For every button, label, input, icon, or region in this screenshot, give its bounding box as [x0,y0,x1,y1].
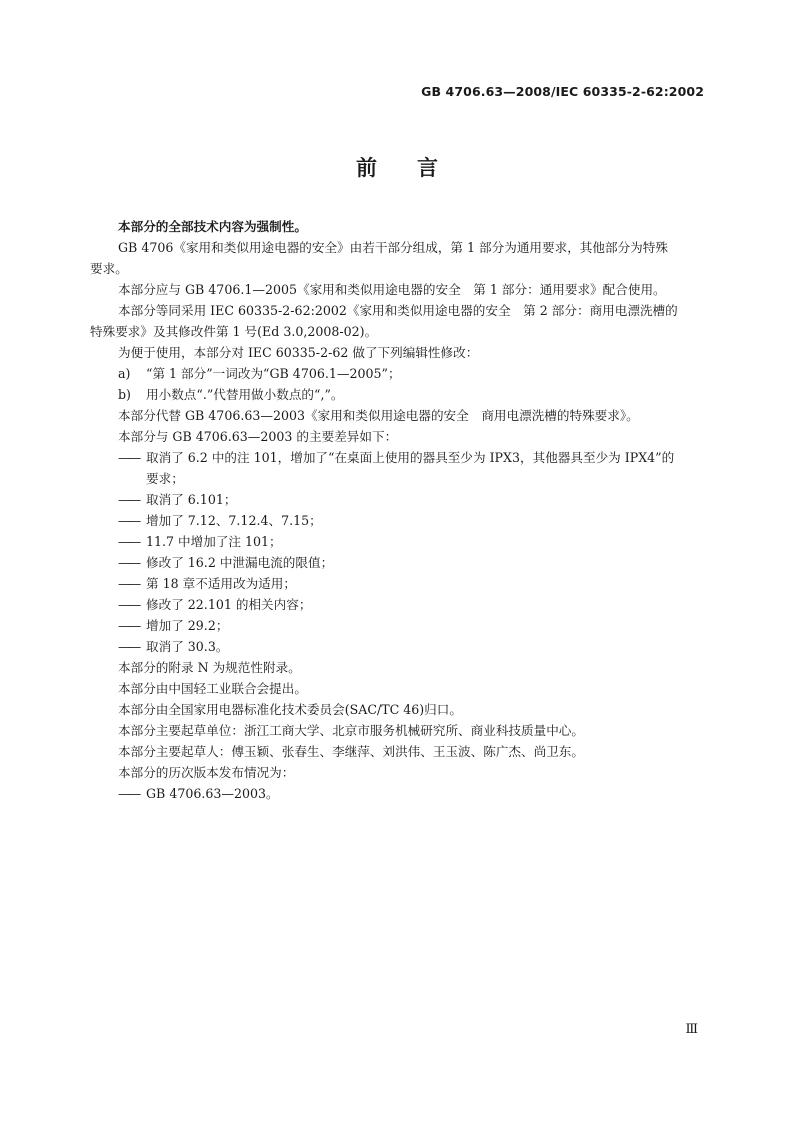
dash-marker: —— [118,639,140,654]
dash-marker: —— [118,786,140,801]
paragraph-committee: 本部分由全国家用电器标准化技术委员会(SAC/TC 46)归口。 [118,702,462,717]
paragraph-drafters: 本部分主要起草人：傅玉颖、张春生、李继萍、刘洪伟、王玉波、陈广杰、尚卫东。 [118,744,584,759]
difference-text: 修改了 22.101 的相关内容； [146,597,312,612]
dash-marker: —— [118,576,140,591]
difference-text: 第 18 章不适用改为适用； [146,576,296,591]
title-char-2: 言 [417,156,438,180]
difference-text: 取消了 30.3。 [146,639,229,654]
standard-code-header: GB 4706.63—2008/IEC 60335-2-62:2002 [421,84,704,99]
document-body [90,216,706,804]
paragraph-drafting-units: 本部分主要起草单位：浙江工商大学、北京市服务机械研究所、商业科技质量中心。 [118,723,584,738]
difference-text-cont: 要求； [146,471,184,486]
history-text: GB 4706.63—2003。 [146,786,279,801]
paragraph-differences-intro: 本部分与 GB 4706.63—2003 的主要差异如下： [118,429,398,444]
list-item-a [90,363,706,384]
page-number: Ⅲ [685,1022,698,1037]
difference-text: 增加了 7.12、7.12.4、7.15； [146,513,322,528]
dash-marker: —— [118,513,140,528]
difference-text: 修改了 16.2 中泄漏电流的限值； [146,555,334,570]
list-item-b [90,384,706,405]
difference-text: 取消了 6.2 中的注 101，增加了“在桌面上使用的器具至少为 IPX3，其他器具至少为 IPX4”的 [146,450,675,465]
list-item [90,531,706,552]
list-item [90,783,706,804]
differences-list [90,447,706,657]
list-item [90,447,706,489]
dash-marker: —— [118,618,140,633]
list-item [90,636,706,657]
paragraph-editorial: 为便于使用，本部分对 IEC 60335-2-62 做了下列编辑性修改： [118,345,479,360]
list-item [90,615,706,636]
list-item [90,573,706,594]
paragraph-proposer: 本部分由中国轻工业联合会提出。 [118,681,307,696]
difference-text: 取消了 6.101； [146,492,237,507]
difference-text: 11.7 中增加了注 101； [146,534,282,549]
dash-marker: —— [118,450,140,465]
dash-marker: —— [118,534,140,549]
paragraph-adoption-line1: 本部分等同采用 IEC 60335-2-62:2002《家用和类似用途电器的安全 第 2 部分：商用电漂洗槽的 [118,303,678,318]
list-mark-b: b) [118,387,131,402]
paragraph-replaces: 本部分代替 GB 4706.63—2003《家用和类似用途电器的安全 商用电漂洗槽的特殊要求》。 [118,408,639,423]
dash-marker: —— [118,597,140,612]
mandatory-statement: 本部分的全部技术内容为强制性。 [118,219,307,234]
list-item [90,510,706,531]
difference-text: 增加了 29.2； [146,618,229,633]
dash-marker: —— [118,492,140,507]
list-mark-a: a) [118,366,131,381]
page-title [0,152,794,182]
paragraph-structure-line2: 要求。 [90,261,128,276]
list-item [90,552,706,573]
title-char-1: 前 [356,156,377,180]
list-text-a: “第 1 部分”一词改为“GB 4706.1—2005”； [146,366,401,381]
paragraph-history-intro: 本部分的历次版本发布情况为： [118,765,295,780]
list-item [90,489,706,510]
paragraph-annex: 本部分的附录 N 为规范性附录。 [118,660,301,675]
paragraph-structure-line1: GB 4706《家用和类似用途电器的安全》由若干部分组成，第 1 部分为通用要求，其他部分为特殊 [118,240,668,255]
dash-marker: —— [118,555,140,570]
list-text-b: 用小数点“.”代替用做小数点的“,”。 [146,387,344,402]
list-item [90,594,706,615]
paragraph-adoption-line2: 特殊要求》及其修改件第 1 号(Ed 3.0,2008-02)。 [90,324,378,339]
paragraph-usage: 本部分应与 GB 4706.1—2005《家用和类似用途电器的安全 第 1 部分：通用要求》配合使用。 [118,282,666,297]
